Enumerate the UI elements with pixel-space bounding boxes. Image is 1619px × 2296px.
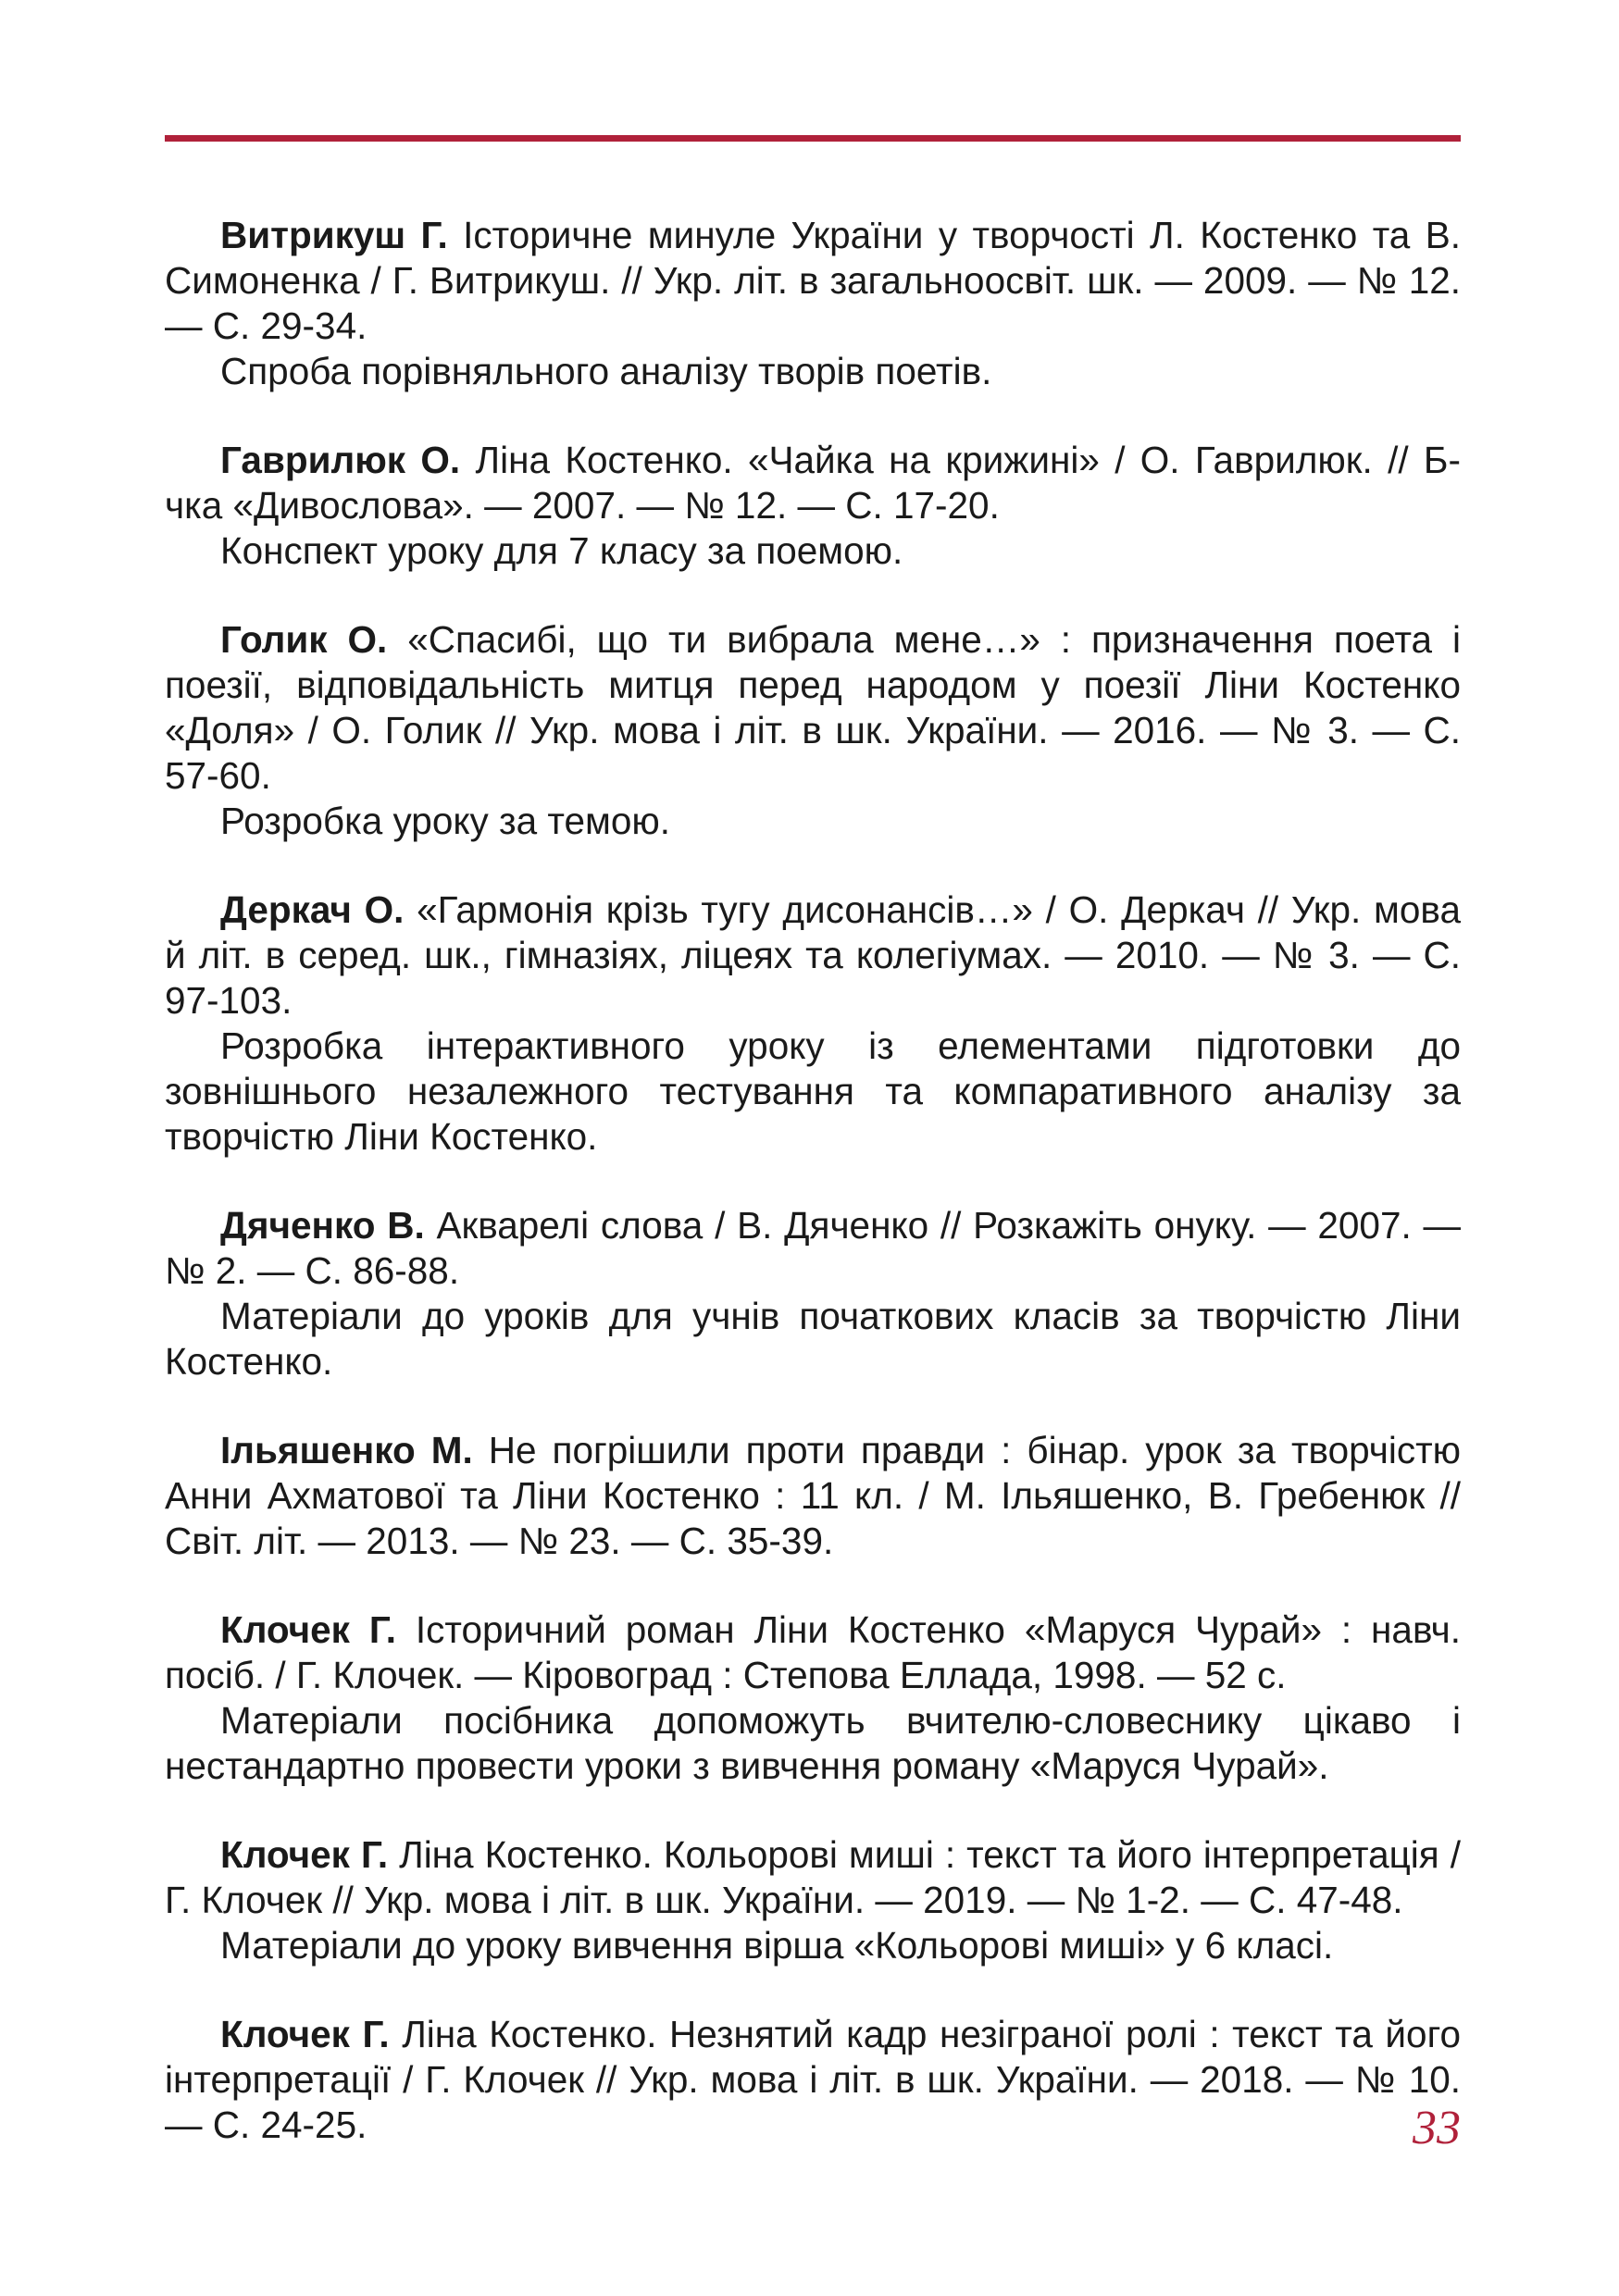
entry-author: Ільяшенко М. (220, 1429, 473, 1471)
entry-annotation: Спроба порівняльного аналізу творів поетів. (220, 350, 992, 392)
entry-citation (165, 213, 1461, 349)
entry-citation (165, 617, 1461, 799)
entry-author: Голик О. (220, 618, 388, 661)
entry-citation-text: Історичний роман Ліни Костенко «Маруся Чурай» : навч. посіб. / Г. Клочек. — Кіровоград : Степова Еллада, 1998. — 52 с. (165, 1608, 1461, 1696)
bibliography-entry (165, 1428, 1461, 1564)
entry-author: Клочек Г. (220, 2013, 390, 2055)
entry-citation (165, 1428, 1461, 1564)
entry-citation (165, 2012, 1461, 2148)
entry-annotation: Розробка інтерактивного уроку із елементами підготовки до зовнішнього незалежного тестування та компаративного аналізу за творчістю Ліни Костенко. (165, 1024, 1461, 1158)
entry-author: Клочек Г. (220, 1833, 389, 1876)
bibliography-entry (165, 1607, 1461, 1789)
entry-citation-text: Не погрішили проти правди : бінар. урок за творчістю Анни Ахматової та Ліни Костенко : 11 кл. / М. Ільяшенко, В. Гребенюк // Світ. літ. — 2013. — № 23. — С. 35-39. (165, 1429, 1461, 1562)
bibliography-entry (165, 617, 1461, 844)
entry-citation-text: Історичне минуле України у творчості Л. Костенко та В. Симоненка / Г. Витрикуш. // Укр. літ. в загальноосвіт. шк. — 2009. — № 12. — С. 29-34. (165, 214, 1461, 347)
entry-citation-text: Ліна Костенко. «Чайка на крижині» / О. Гаврилюк. // Б-чка «Дивослова». — 2007. — № 12. — С. 17-20. (165, 439, 1461, 527)
bibliography-list (165, 213, 1461, 2191)
entry-citation (165, 438, 1461, 528)
entry-annotation: Матеріали до уроків для учнів початкових класів за творчістю Ліни Костенко. (165, 1295, 1461, 1383)
entry-citation-text: Ліна Костенко. Незнятий кадр незіграної ролі : текст та його інтерпретації / Г. Клочек // Укр. мова і літ. в шк. України. — 2018. — № 10. — С. 24-25. (165, 2013, 1461, 2146)
entry-citation-text: «Гармонія крізь тугу дисонансів…» / О. Деркач // Укр. мова й літ. в серед. шк., гімназіях, ліцеях та колегіумах. — 2010. — № 3. — С. 97-103. (165, 888, 1461, 1022)
entry-citation (165, 1203, 1461, 1294)
entry-citation-text: «Спасибі, що ти вибрала мене…» : призначення поета і поезії, відповідальність митця перед народом у поезії Ліни Костенко «Доля» / О. Голик // Укр. мова і літ. в шк. України. — 2016. — № 3. — С. 57-60. (165, 618, 1462, 797)
entry-author: Дяченко В. (220, 1204, 425, 1247)
header-rule (165, 135, 1461, 142)
entry-citation (165, 1607, 1461, 1698)
bibliography-entry (165, 887, 1461, 1160)
entry-annotation: Розробка уроку за темою. (220, 800, 670, 842)
entry-annotation: Матеріали посібника допоможуть вчителю-словеснику цікаво і нестандартно провести уроки з вивчення роману «Маруся Чурай». (165, 1699, 1461, 1787)
entry-annotation: Конспект уроку для 7 класу за поемою. (220, 529, 903, 572)
entry-citation-text: Акварелі слова / В. Дяченко // Розкажіть онуку. — 2007. — № 2. — С. 86-88. (165, 1204, 1461, 1292)
entry-citation (165, 1832, 1461, 1923)
bibliography-entry (165, 1203, 1461, 1384)
entry-annotation: Матеріали до уроку вивчення вірша «Кольорові миші» у 6 класі. (220, 1924, 1334, 1967)
bibliography-entry (165, 213, 1461, 394)
entry-author: Деркач О. (220, 888, 405, 931)
entry-citation (165, 887, 1461, 1024)
bibliography-entry (165, 2012, 1461, 2148)
bibliography-entry (165, 1832, 1461, 1968)
entry-citation-text: Ліна Костенко. Кольорові миші : текст та його інтерпретація / Г. Клочек // Укр. мова і літ. в шк. України. — 2019. — № 1-2. — С. 47-48. (165, 1833, 1461, 1921)
bibliography-entry (165, 438, 1461, 574)
entry-author: Клочек Г. (220, 1608, 396, 1651)
entry-author: Витрикуш Г. (220, 214, 448, 256)
page-number: 33 (1413, 2102, 1461, 2154)
entry-author: Гаврилюк О. (220, 439, 461, 481)
